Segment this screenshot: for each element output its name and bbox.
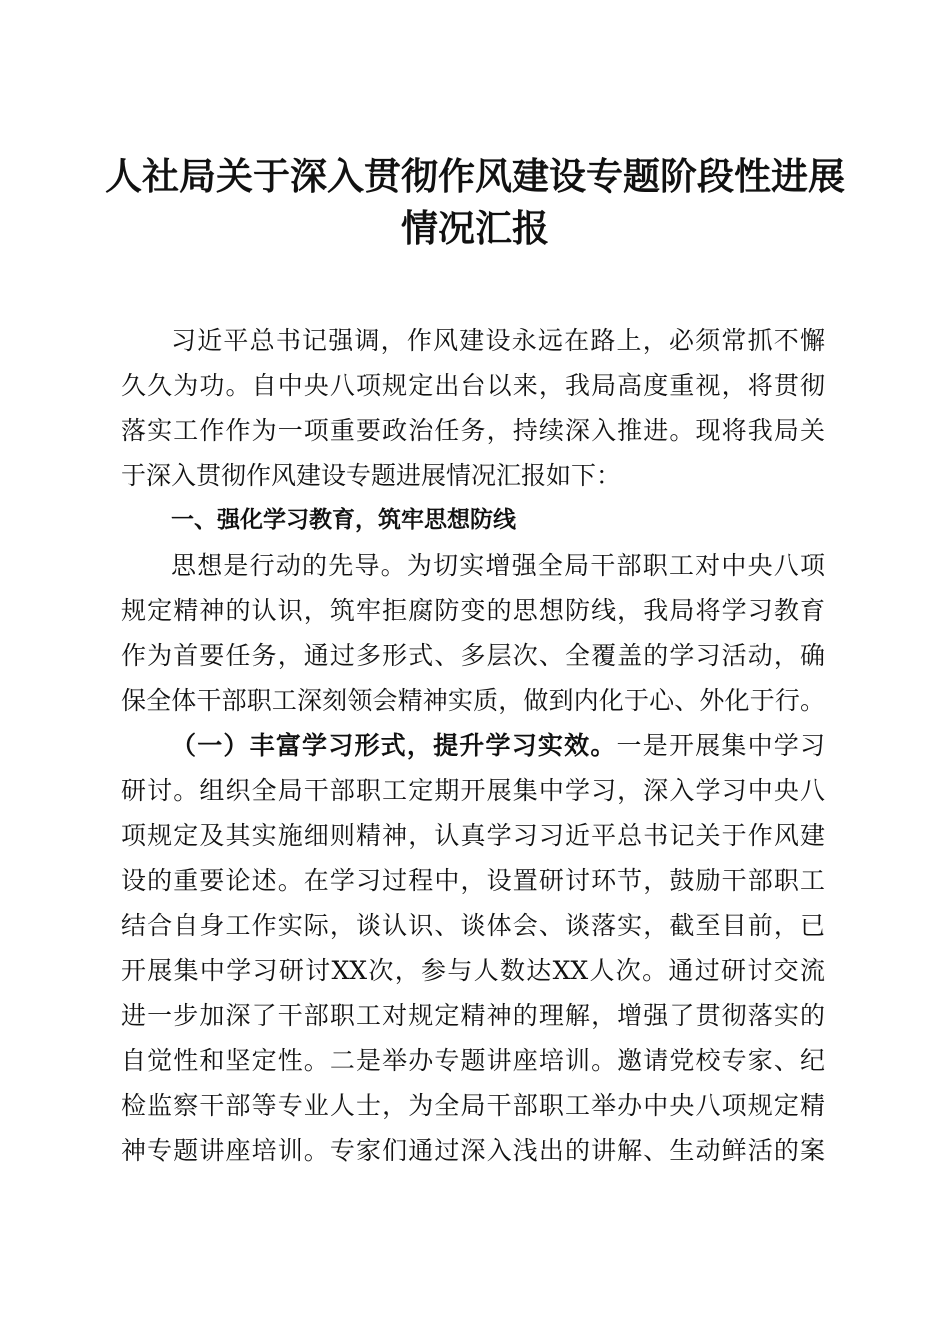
paragraph-line: 项规定及其实施细则精神，认真学习习近平总书记关于作风建	[121, 821, 825, 850]
paragraph-line: 规定精神的认识，筑牢拒腐防变的思想防线，我局将学习教育	[121, 596, 825, 625]
paragraph-line: 设的重要论述。在学习过程中，设置研讨环节，鼓励干部职工	[121, 866, 825, 895]
title-line-1: 人社局关于深入贯彻作风建设专题阶段性进展	[105, 154, 845, 198]
subsection1-paragraph	[121, 723, 825, 1173]
paragraph-line: 思想是行动的先导。为切实增强全局干部职工对中央八项	[171, 551, 825, 580]
paragraph-line	[121, 723, 825, 768]
paragraph-line: 结合自身工作实际，谈认识、谈体会、谈落实，截至目前，已	[121, 911, 825, 940]
paragraph-line: 进一步加深了干部职工对规定精神的理解，增强了贯彻落实的	[121, 1001, 825, 1030]
paragraph-line: 神专题讲座培训。专家们通过深入浅出的讲解、生动鲜活的案	[121, 1136, 825, 1165]
section1-paragraph	[121, 543, 825, 723]
paragraph-line: 研讨。组织全局干部职工定期开展集中学习，深入学习中央八	[121, 776, 825, 805]
paragraph-line: 检监察干部等专业人士，为全局干部职工举办中央八项规定精	[121, 1091, 825, 1120]
title-line-2: 情况汇报	[401, 206, 549, 250]
document-title	[100, 150, 850, 254]
paragraph-line: 落实工作作为一项重要政治任务，持续深入推进。现将我局关	[121, 416, 825, 445]
paragraph-line: 保全体干部职工深刻领会精神实质，做到内化于心、外化于行。	[121, 686, 825, 715]
paragraph-line: 自觉性和坚定性。二是举办专题讲座培训。邀请党校专家、纪	[121, 1046, 825, 1075]
paragraph-line: 习近平总书记强调，作风建设永远在路上，必须常抓不懈	[171, 326, 825, 355]
paragraph-line: 久久为功。自中央八项规定出台以来，我局高度重视，将贯彻	[121, 371, 825, 400]
paragraph-line: 作为首要任务，通过多形式、多层次、全覆盖的学习活动，确	[121, 641, 825, 670]
section-heading: 一、强化学习教育，筑牢思想防线	[171, 507, 516, 533]
paragraph-line: 于深入贯彻作风建设专题进展情况汇报如下：	[121, 461, 622, 490]
paragraph-line: 开展集中学习研讨XX次，参与人数达XX人次。通过研讨交流	[121, 956, 825, 985]
subsection-heading: （一）丰富学习形式，提升学习实效。	[171, 731, 617, 760]
document-body	[121, 318, 825, 1173]
subsection-first-line-rest: 一是开展集中学习	[616, 731, 825, 760]
intro-paragraph	[121, 318, 825, 498]
